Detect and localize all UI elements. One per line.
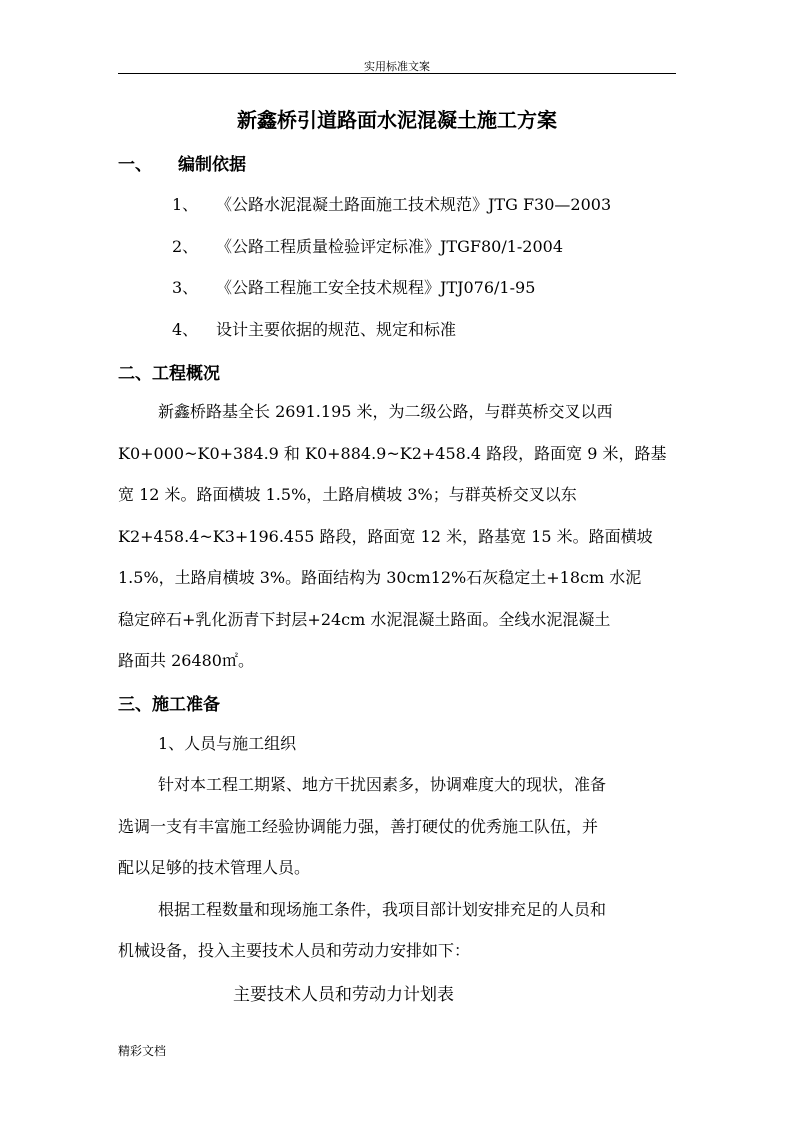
page-footer: 精彩文档 <box>118 1044 167 1058</box>
section2-heading: 二、工程概况 <box>118 364 220 384</box>
prep-para1-line-3: 配以足够的技术管理人员。 <box>118 858 311 877</box>
ref-item-4-number: 4、 <box>172 320 199 339</box>
ref-item-2-text: 《公路工程质量检验评定标准》JTGF80/1-2004 <box>216 237 564 256</box>
ref-item-3-number: 3、 <box>172 278 199 297</box>
ref-item-1-number: 1、 <box>172 195 199 214</box>
prep-para1-line-1: 针对本工程工期紧、地方干扰因素多，协调难度大的现状，准备 <box>158 775 607 794</box>
overview-line-6: 稳定碎石+乳化沥青下封层+24cm 水泥混凝土路面。全线水泥混凝土 <box>118 610 611 629</box>
document-title: 新鑫桥引道路面水泥混凝土施工方案 <box>237 108 557 132</box>
prep-para1-line-2: 选调一支有丰富施工经验协调能力强，善打硬仗的优秀施工队伍，并 <box>118 817 599 836</box>
overview-line-7: 路面共 26480㎡。 <box>118 651 254 670</box>
ref-item-2-number: 2、 <box>172 237 199 256</box>
overview-line-3: 宽 12 米。路面横坡 1.5%，土路肩横坡 3%；与群英桥交叉以东 <box>118 485 577 504</box>
overview-line-4: K2+458.4~K3+196.455 路段，路面宽 12 米，路基宽 15 米。路面横坡 <box>118 527 653 546</box>
section1-number: 一、 <box>118 155 152 175</box>
page-header: 实用标准文案 <box>364 60 430 73</box>
subsection-personnel: 1、人员与施工组织 <box>158 734 297 753</box>
overview-line-1: 新鑫桥路基全长 2691.195 米，为二级公路，与群英桥交叉以西 <box>158 402 613 421</box>
header-rule <box>118 73 676 74</box>
overview-line-5: 1.5%，土路肩横坡 3%。路面结构为 30cm12%石灰稳定土+18cm 水泥 <box>118 568 642 587</box>
ref-item-3-text: 《公路工程施工安全技术规程》JTJ076/1-95 <box>216 278 536 297</box>
overview-line-2: K0+000~K0+384.9 和 K0+884.9~K2+458.4 路段，路面宽 9 米，路基 <box>118 444 667 463</box>
ref-item-1-text: 《公路水泥混凝土路面施工技术规范》JTG F30—2003 <box>216 195 612 214</box>
section3-heading: 三、施工准备 <box>118 695 220 715</box>
ref-item-4-text: 设计主要依据的规范、规定和标准 <box>216 320 457 339</box>
prep-para2-line-1: 根据工程数量和现场施工条件，我项目部计划安排充足的人员和 <box>158 900 607 919</box>
prep-para2-line-2: 机械设备，投入主要技术人员和劳动力安排如下： <box>118 941 471 960</box>
table-caption: 主要技术人员和劳动力计划表 <box>233 985 454 1005</box>
section1-heading: 编制依据 <box>178 155 246 175</box>
